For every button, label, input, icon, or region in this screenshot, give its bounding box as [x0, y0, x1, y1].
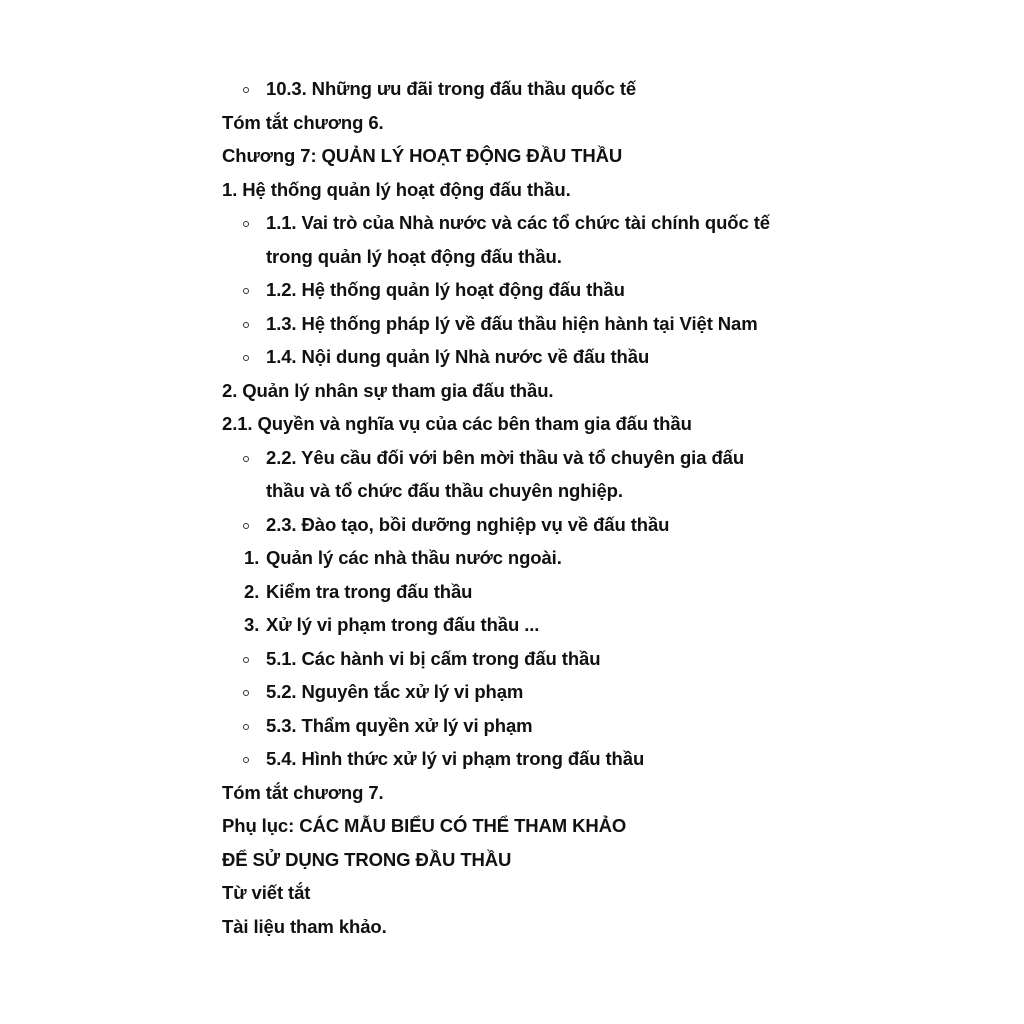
list-item-text: 5.2. Nguyên tắc xử lý vi phạm — [266, 681, 524, 702]
chapter-title: Chương 7: QUẢN LÝ HOẠT ĐỘNG ĐẦU THẦU — [222, 145, 623, 166]
list-item-text: Xử lý vi phạm trong đấu thầu ... — [266, 614, 540, 635]
section-heading: 2.1. Quyền và nghĩa vụ của các bên tham gia đấu thầu — [222, 413, 692, 434]
circle-bullet-icon — [243, 87, 249, 93]
list-item-text: 5.3. Thẩm quyền xử lý vi phạm — [266, 714, 533, 736]
circle-bullet-icon — [243, 221, 249, 227]
circle-bullet-icon — [243, 757, 249, 763]
list-item-text: 1.1. Vai trò của Nhà nước và các tổ chức tài chính quốc tế trong quản lý hoạt động đấu thầu. — [266, 212, 770, 267]
abbreviations-heading: Từ viết tắt — [222, 882, 311, 903]
circle-bullet-icon — [243, 456, 249, 462]
list-item — [0, 340, 1024, 374]
list-item-text: 1.2. Hệ thống quản lý hoạt động đấu thầu — [266, 279, 625, 300]
list-item-text: 10.3. Những ưu đãi trong đấu thầu quốc tế — [266, 78, 637, 99]
list-item — [0, 72, 1024, 106]
circle-bullet-icon — [243, 523, 249, 529]
list-item — [0, 742, 1024, 776]
circle-bullet-icon — [243, 322, 249, 328]
circle-bullet-icon — [243, 724, 249, 730]
list-item — [0, 508, 1024, 542]
appendix-title: Phụ lục: CÁC MẪU BIỂU CÓ THỂ THAM KHẢO — [222, 815, 627, 836]
list-item — [0, 273, 1024, 307]
circle-bullet-icon — [243, 690, 249, 696]
numbered-item — [0, 575, 1024, 609]
list-item-text: Quản lý các nhà thầu nước ngoài. — [266, 547, 562, 568]
list-item — [0, 675, 1024, 709]
list-item-text: 5.1. Các hành vi bị cấm trong đấu thầu — [266, 647, 601, 669]
circle-bullet-icon — [243, 657, 249, 663]
references-heading: Tài liệu tham khảo. — [222, 915, 387, 937]
numbered-item — [0, 541, 1024, 575]
chapter-summary: Tóm tắt chương 7. — [222, 781, 384, 803]
document-body — [0, 72, 1024, 943]
list-item — [0, 441, 776, 508]
list-number: 3. — [244, 614, 260, 635]
list-item — [0, 709, 1024, 743]
list-number: 1. — [244, 547, 260, 568]
list-item-text: Kiểm tra trong đấu thầu — [266, 580, 473, 602]
list-item-text: 1.4. Nội dung quản lý Nhà nước về đấu thầu — [266, 346, 650, 367]
circle-bullet-icon — [243, 355, 249, 361]
list-item-text: 1.3. Hệ thống pháp lý về đấu thầu hiện hành tại Việt Nam — [266, 312, 758, 334]
list-item-text: 2.2. Yêu cầu đối với bên mời thầu và tổ chuyên gia đấu thầu và tổ chức đấu thầu chuyên nghiệp. — [266, 446, 745, 501]
list-item-text: 5.4. Hình thức xử lý vi phạm trong đấu thầu — [266, 748, 645, 769]
list-item-text: 2.3. Đào tạo, bồi dưỡng nghiệp vụ về đấu thầu — [266, 513, 670, 535]
section-heading: 1. Hệ thống quản lý hoạt động đấu thầu. — [222, 178, 571, 200]
list-item — [0, 206, 776, 273]
chapter-summary: Tóm tắt chương 6. — [222, 111, 384, 133]
circle-bullet-icon — [243, 288, 249, 294]
list-item — [0, 642, 1024, 676]
list-item — [0, 307, 1024, 341]
numbered-item — [0, 608, 1024, 642]
appendix-title-continued: ĐỂ SỬ DỤNG TRONG ĐẦU THẦU — [222, 848, 512, 870]
section-heading: 2. Quản lý nhân sự tham gia đấu thầu. — [222, 379, 554, 401]
list-number: 2. — [244, 580, 260, 602]
